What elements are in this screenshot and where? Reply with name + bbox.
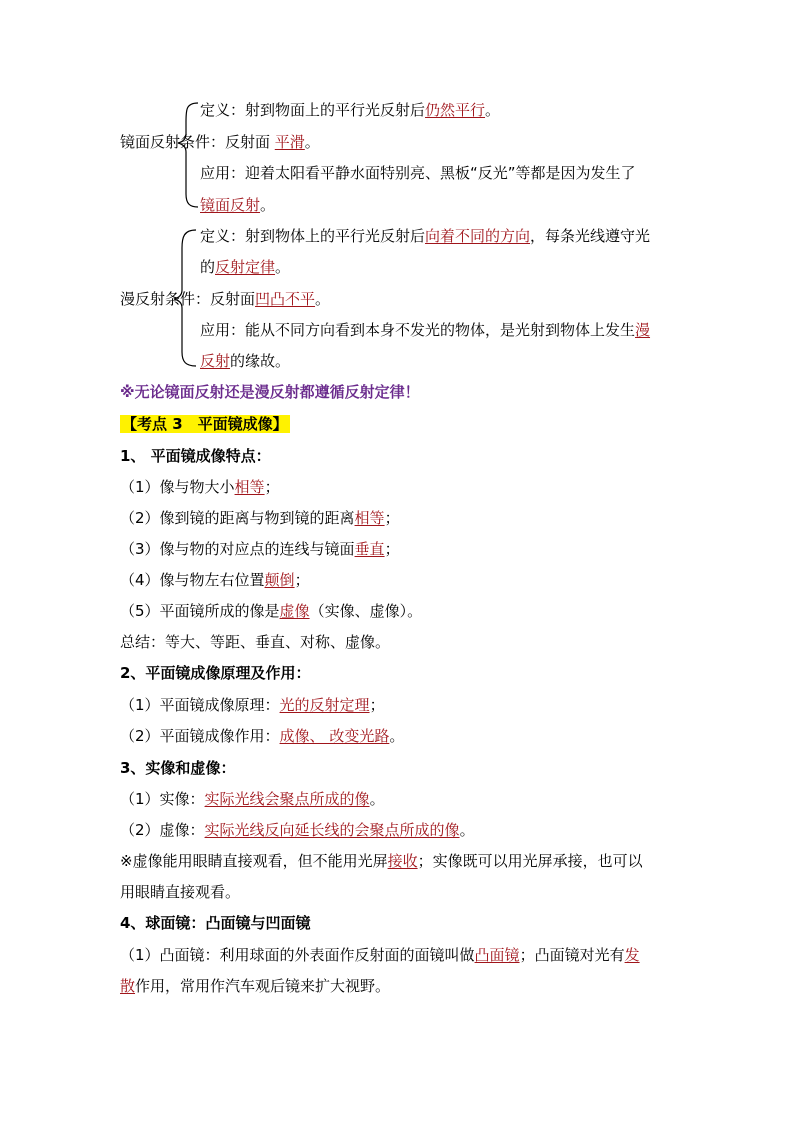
list-item: （3）像与物的对应点的连线与镜面垂直；: [120, 540, 400, 558]
diffuse-definition-cont: 的反射定律。: [200, 258, 291, 276]
answer-blank: 实际光线会聚点所成的像: [204, 790, 370, 808]
list-item: （1）平面镜成像原理：光的反射定理；: [120, 696, 385, 714]
list-item: （1）凸面镜：利用球面的外表面作反射面的面镜叫做凸面镜；凸面镜对光有发: [120, 946, 640, 964]
list-item-cont: 散作用，常用作汽车观后镜来扩大视野。: [120, 977, 391, 995]
list-item: （1）像与物大小相等；: [120, 478, 280, 496]
answer-blank: 发: [624, 946, 640, 964]
answer-blank: 相等: [354, 509, 385, 527]
s3-note: ※虚像能用眼睛直接观看，但不能用光屏接收；实像既可以用光屏承接，也可以: [120, 852, 643, 870]
diffuse-application: 应用：能从不同方向看到本身不发光的物体，是光射到物体上发生漫: [200, 321, 651, 339]
list-item: （2）平面镜成像作用：成像、 改变光路。: [120, 727, 405, 745]
answer-blank: 相等: [234, 478, 265, 496]
mirror-definition: 定义：射到物面上的平行光反射后仍然平行。: [200, 101, 501, 119]
diffuse-condition: 漫反射条件：反射面凹凸不平。: [120, 290, 331, 308]
list-item: （1）实像：实际光线会聚点所成的像。: [120, 790, 385, 808]
answer-blank: 反射: [200, 352, 231, 370]
answer-blank: 散: [120, 977, 136, 995]
answer-blank: 垂直: [354, 540, 385, 558]
s3-heading: 3、实像和虚像：: [120, 759, 236, 777]
mirror-application-cont: 镜面反射。: [200, 196, 276, 214]
answer-blank: 仍然平行: [425, 101, 486, 119]
answer-blank: 镜面反射: [200, 196, 261, 214]
answer-blank: 反射定律: [215, 258, 276, 276]
answer-blank: 成像、 改变光路: [279, 727, 390, 745]
answer-blank: 光的反射定理: [279, 696, 370, 714]
mirror-condition: 镜面反射条件：反射面 平滑。: [120, 133, 320, 151]
answer-blank: 实际光线反向延长线的会聚点所成的像: [204, 821, 460, 839]
list-item: （4）像与物左右位置颠倒；: [120, 571, 310, 589]
mirror-application: 应用：迎着太阳看平静水面特别亮、黑板“反光”等都是因为发生了: [200, 164, 636, 182]
answer-blank: 漫: [635, 321, 651, 339]
answer-blank: 接收: [387, 852, 418, 870]
s4-heading: 4、球面镜：凸面镜与凹面镜: [120, 914, 311, 932]
list-item: （2）虚像：实际光线反向延长线的会聚点所成的像。: [120, 821, 475, 839]
brace-lines: [0, 0, 794, 400]
answer-blank: 平滑: [274, 133, 305, 151]
reflection-law-note: ※无论镜面反射还是漫反射都遵循反射定律！: [120, 383, 420, 401]
list-item: （5）平面镜所成的像是虚像（实像、虚像）。: [120, 602, 423, 620]
mirror-brace: [178, 103, 198, 207]
answer-blank: 凸面镜: [474, 946, 520, 964]
list-item: （2）像到镜的距离与物到镜的距离相等；: [120, 509, 400, 527]
s1-summary: 总结：等大、等距、垂直、对称、虚像。: [120, 633, 391, 651]
diffuse-definition: 定义：射到物体上的平行光反射后向着不同的方向，每条光线遵守光: [200, 227, 651, 245]
answer-blank: 凹凸不平: [255, 290, 316, 308]
s1-heading: 1、 平面镜成像特点：: [120, 447, 271, 465]
answer-blank: 颠倒: [264, 571, 295, 589]
section-title: 【考点 3 平面镜成像】: [122, 415, 288, 433]
s3-note-cont: 用眼睛直接观看。: [120, 883, 241, 901]
answer-blank: 向着不同的方向: [425, 227, 531, 245]
answer-blank: 虚像: [279, 602, 310, 620]
s2-heading: 2、平面镜成像原理及作用：: [120, 664, 311, 682]
diffuse-application-cont: 反射的缘故。: [200, 352, 291, 370]
